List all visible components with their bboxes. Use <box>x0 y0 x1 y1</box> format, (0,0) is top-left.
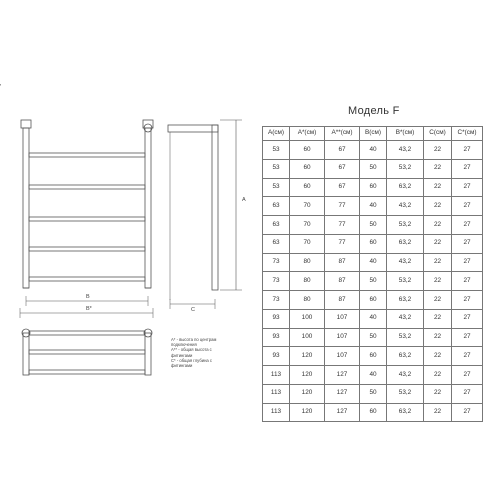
dimension-label-b: B <box>86 294 90 300</box>
table-cell: 22 <box>424 216 452 235</box>
table-cell: 22 <box>424 291 452 310</box>
table-cell: 67 <box>325 178 360 197</box>
crossbar <box>29 247 145 251</box>
table-cell: 73 <box>263 272 290 291</box>
table-cell: 80 <box>290 253 325 272</box>
table-cell: 27 <box>452 384 483 403</box>
table-cell: 77 <box>325 197 360 216</box>
table-cell: 43,2 <box>387 253 424 272</box>
crossbar <box>29 217 145 221</box>
table-cell: 22 <box>424 309 452 328</box>
table-cell: 50 <box>360 328 387 347</box>
model-title: Модель F <box>348 105 400 117</box>
table-cell: 77 <box>325 234 360 253</box>
side-rail <box>212 125 218 290</box>
table-cell: 40 <box>360 309 387 328</box>
table-cell: 60 <box>360 178 387 197</box>
table-cell: 53,2 <box>387 384 424 403</box>
crossbar <box>29 277 145 281</box>
table-cell: 22 <box>424 272 452 291</box>
table-cell: 40 <box>360 141 387 160</box>
table-cell: 107 <box>325 328 360 347</box>
front-left-cap <box>21 120 31 128</box>
table-cell: 127 <box>325 366 360 385</box>
table-cell: 53 <box>263 159 290 178</box>
table-cell: 27 <box>452 197 483 216</box>
table-cell: 73 <box>263 291 290 310</box>
dimension-label-b-total: B* <box>86 306 92 312</box>
table-cell: 80 <box>290 291 325 310</box>
table-cell: 22 <box>424 159 452 178</box>
table-cell: 120 <box>290 384 325 403</box>
dimension-label-a: A <box>242 197 246 203</box>
table-cell: 70 <box>290 234 325 253</box>
table-cell: 60 <box>360 403 387 422</box>
table-cell: 22 <box>424 366 452 385</box>
table-row <box>263 309 483 328</box>
table-cell: 127 <box>325 384 360 403</box>
table-row <box>263 347 483 366</box>
side-top-bar <box>168 125 218 132</box>
table-cell: 60 <box>290 178 325 197</box>
table-row <box>263 216 483 235</box>
table-row <box>263 403 483 422</box>
dimension-label-c: C <box>191 307 195 313</box>
table-cell: 93 <box>263 347 290 366</box>
table-cell: 27 <box>452 253 483 272</box>
table-cell: 27 <box>452 347 483 366</box>
table-cell: 60 <box>360 347 387 366</box>
table-cell: 93 <box>263 309 290 328</box>
note-line: A** - общая высота с <box>171 347 212 353</box>
table-cell: 22 <box>424 403 452 422</box>
table-cell: 22 <box>424 141 452 160</box>
table-cell: 22 <box>424 197 452 216</box>
table-cell: 127 <box>325 403 360 422</box>
table-row <box>263 197 483 216</box>
table-cell: 50 <box>360 384 387 403</box>
top-view-bar <box>29 350 145 354</box>
front-left-rail <box>23 128 29 288</box>
table-cell: 120 <box>290 366 325 385</box>
table-cell: 107 <box>325 347 360 366</box>
note-line: A* - высота по центрам <box>171 337 217 342</box>
note-line: подключения <box>171 342 197 348</box>
table-row <box>263 234 483 253</box>
table-cell: 27 <box>452 366 483 385</box>
table-cell: 60 <box>360 234 387 253</box>
column-header: A**(см) <box>325 127 360 141</box>
table-cell: 50 <box>360 216 387 235</box>
table-cell: 50 <box>360 159 387 178</box>
table-cell: 50 <box>360 272 387 291</box>
table-cell: 27 <box>452 309 483 328</box>
table-header-row <box>263 127 483 141</box>
table-cell: 70 <box>290 216 325 235</box>
table-cell: 27 <box>452 291 483 310</box>
note-line: C* - общая глубина с <box>171 357 212 363</box>
table-cell: 27 <box>452 234 483 253</box>
column-header: B*(см) <box>387 127 424 141</box>
table-body <box>263 141 483 422</box>
table-cell: 53,2 <box>387 272 424 291</box>
table-cell: 27 <box>452 159 483 178</box>
table-cell: 22 <box>424 178 452 197</box>
notes <box>171 337 251 368</box>
table-row <box>263 291 483 310</box>
table-cell: 87 <box>325 291 360 310</box>
table-cell: 70 <box>290 197 325 216</box>
table-row <box>263 178 483 197</box>
table-cell: 80 <box>290 272 325 291</box>
table-row <box>263 328 483 347</box>
table-cell: 63,2 <box>387 291 424 310</box>
table-cell: 43,2 <box>387 366 424 385</box>
table-cell: 63,2 <box>387 347 424 366</box>
table-cell: 22 <box>424 384 452 403</box>
front-right-rail <box>145 128 151 288</box>
table-cell: 43,2 <box>387 197 424 216</box>
table-cell: 63,2 <box>387 234 424 253</box>
table-cell: 87 <box>325 253 360 272</box>
table-cell: 63 <box>263 234 290 253</box>
table-cell: 40 <box>360 366 387 385</box>
stray-mark: ' <box>0 84 2 91</box>
table-cell: 113 <box>263 384 290 403</box>
table-cell: 43,2 <box>387 309 424 328</box>
table-cell: 93 <box>263 328 290 347</box>
table-cell: 100 <box>290 309 325 328</box>
table-cell: 53 <box>263 141 290 160</box>
table-cell: 77 <box>325 216 360 235</box>
table-cell: 53,2 <box>387 159 424 178</box>
table-row <box>263 272 483 291</box>
table-cell: 63,2 <box>387 403 424 422</box>
table-cell: 40 <box>360 197 387 216</box>
table-cell: 22 <box>424 328 452 347</box>
table-cell: 120 <box>290 403 325 422</box>
table-cell: 100 <box>290 328 325 347</box>
table-cell: 22 <box>424 234 452 253</box>
table-cell: 22 <box>424 347 452 366</box>
table-cell: 113 <box>263 366 290 385</box>
table-cell: 60 <box>360 291 387 310</box>
top-view-right-rail <box>145 333 151 375</box>
table-row <box>263 366 483 385</box>
table-cell: 27 <box>452 328 483 347</box>
table-cell: 60 <box>290 141 325 160</box>
column-header: A(см) <box>263 127 290 141</box>
table-cell: 27 <box>452 141 483 160</box>
table-row <box>263 253 483 272</box>
table-cell: 27 <box>452 178 483 197</box>
top-view-bar <box>29 370 145 374</box>
table-cell: 87 <box>325 272 360 291</box>
table-cell: 60 <box>290 159 325 178</box>
table-cell: 40 <box>360 253 387 272</box>
table-cell: 67 <box>325 159 360 178</box>
table-cell: 107 <box>325 309 360 328</box>
spec-table <box>262 126 483 422</box>
table-row <box>263 141 483 160</box>
table-cell: 53,2 <box>387 216 424 235</box>
column-header: B(см) <box>360 127 387 141</box>
table-cell: 22 <box>424 253 452 272</box>
top-view-left-rail <box>23 333 29 375</box>
table-cell: 27 <box>452 216 483 235</box>
crossbar <box>29 153 145 157</box>
table-cell: 120 <box>290 347 325 366</box>
top-view-bar <box>29 331 145 335</box>
column-header: A*(см) <box>290 127 325 141</box>
table-cell: 27 <box>452 403 483 422</box>
note-line: фитингами <box>171 352 193 358</box>
table-cell: 53,2 <box>387 328 424 347</box>
table-cell: 63 <box>263 197 290 216</box>
table-cell: 53 <box>263 178 290 197</box>
note-line: фитингами <box>171 363 193 369</box>
crossbar <box>29 185 145 189</box>
table-row <box>263 159 483 178</box>
table-cell: 27 <box>452 272 483 291</box>
table-cell: 63 <box>263 216 290 235</box>
column-header: C(см) <box>424 127 452 141</box>
table-row <box>263 384 483 403</box>
table-cell: 73 <box>263 253 290 272</box>
column-header: C*(см) <box>452 127 483 141</box>
table-cell: 67 <box>325 141 360 160</box>
table-cell: 63,2 <box>387 178 424 197</box>
table-cell: 113 <box>263 403 290 422</box>
table-cell: 43,2 <box>387 141 424 160</box>
